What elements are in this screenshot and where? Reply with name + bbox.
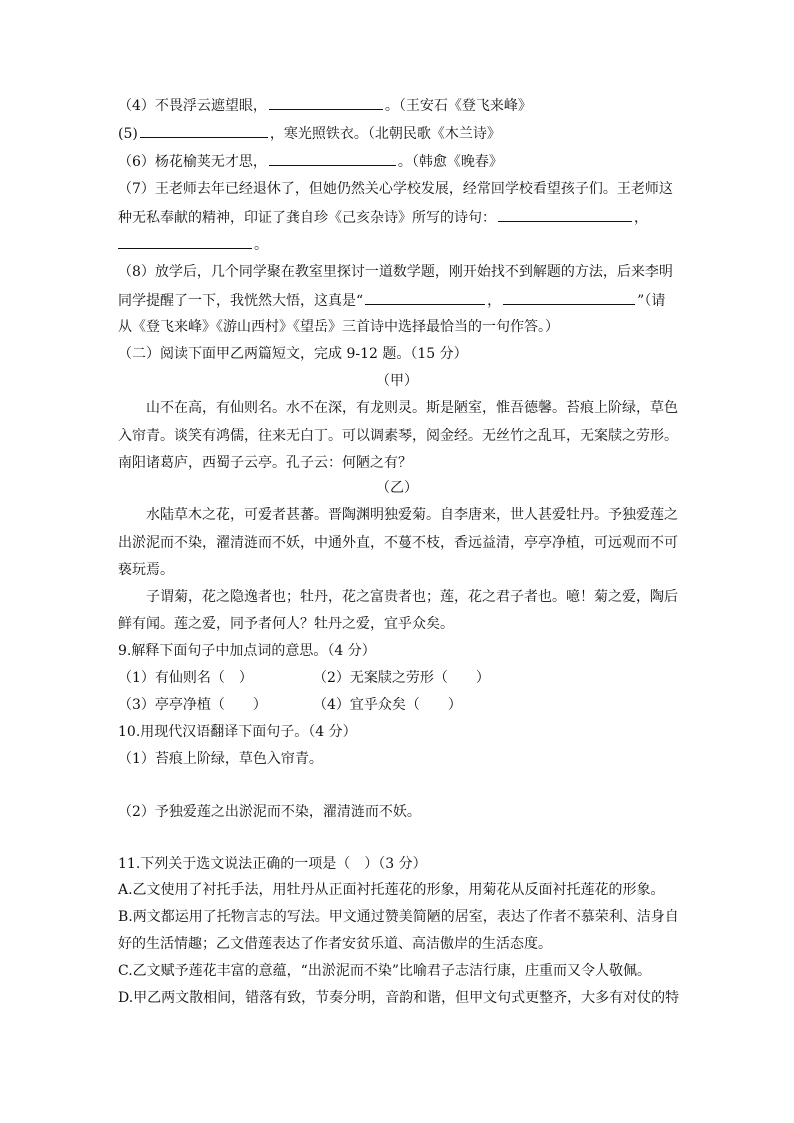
passage-b-line: 鲜有闻。莲之爱，同予者何人？牡丹之爱，宜乎众矣。	[118, 616, 454, 632]
q8-comma: ，	[487, 293, 502, 309]
passage-a-line: 南阳诸葛庐，西蜀子云亭。孔子云：何陋之有？	[118, 455, 412, 471]
q6-prefix: （6）杨花榆荚无才思，	[118, 154, 267, 170]
answer-blank[interactable]	[140, 123, 268, 138]
question-9-stem: 9.解释下面句子中加点词的意思。（4 分）	[118, 643, 376, 659]
q5-suffix: ，寒光照铁衣。（北朝民歌《木兰诗》	[269, 126, 501, 142]
q7-comma: ，	[634, 210, 648, 226]
passage-b-line: 亵玩焉。	[118, 562, 174, 578]
question-11-stem: 11.下列关于选文说法正确的一项是（ ）（3 分）	[118, 856, 427, 872]
question-10-item-1: （1）苔痕上阶绿，草色入帘青。	[118, 751, 323, 767]
question-4	[118, 95, 680, 116]
question-10-item-2: （2）予独爱莲之出淤泥而不染，濯清涟而不妖。	[118, 804, 421, 820]
answer-blank[interactable]	[269, 95, 383, 110]
q9-item-3: （3）亭亭净植（ ）	[118, 697, 267, 713]
passage-a-line: 山不在高，有仙则名。水不在深，有龙则灵。斯是陋室，惟吾德馨。苔痕上阶绿，草色	[146, 400, 678, 416]
question-11-option-d: D.甲乙两文散相间，错落有致，节奏分明，音韵和谐，但甲文句式更整齐，大多有对仗的特	[118, 990, 680, 1006]
question-11-option-b: B.两文都运用了托物言志的写法。甲文通过赞美简陋的居室，表达了作者不慕荣利、洁身自	[118, 909, 679, 925]
question-5	[118, 123, 680, 144]
question-8-line-3: 从《登飞来峰》《游山西村》《望岳》三首诗中选择最恰当的一句作答。）	[118, 319, 559, 335]
answer-blank[interactable]	[498, 207, 632, 222]
question-11-option-a: A.乙文使用了衬托手法，用牡丹从正面衬托莲花的形象，用菊花从反面衬托莲花的形象。	[118, 882, 665, 898]
q9-item-1: （1）有仙则名（ ）	[118, 670, 253, 686]
question-7-line-3	[118, 234, 680, 255]
section-2-heading: （二）阅读下面甲乙两篇短文，完成 9-12 题。（15 分）	[118, 346, 468, 362]
q8-prefix: 同学提醒了一下，我恍然大悟，这真是“	[118, 293, 364, 309]
q4-suffix: 。（王安石《登飞来峰》	[384, 98, 532, 114]
question-11-option-b-cont: 好的生活情趣；乙文借莲表达了作者安贫乐道、高洁傲岸的生活态度。	[118, 936, 552, 952]
q9-item-4: （4）宜乎众矣（ ）	[313, 697, 462, 713]
question-7-line-1: （7）王老师去年已经退休了，但她仍然关心学校发展，经常回学校看望孩子们。王老师这	[118, 181, 673, 197]
question-8-line-1: （8）放学后，几个同学聚在教室里探讨一道数学题，刚开始找不到解题的方法，后来李明	[118, 264, 673, 280]
answer-blank[interactable]	[503, 290, 635, 305]
passage-b-line: 子谓菊，花之隐逸者也；牡丹，花之富贵者也；莲，花之君子者也。噫！菊之爱，陶后	[146, 589, 678, 605]
answer-blank[interactable]	[365, 290, 485, 305]
question-9-row-2	[118, 695, 680, 715]
passage-b-title: （乙）	[376, 480, 418, 496]
question-7-line-2	[118, 207, 680, 228]
q9-item-2: （2）无案牍之劳形（ ）	[313, 670, 490, 686]
q6-suffix: 。（韩愈《晚春》	[397, 154, 503, 170]
question-6	[118, 151, 680, 172]
passage-a-title: （甲）	[376, 373, 418, 389]
q7-period: 。	[254, 237, 268, 253]
passage-a-line: 入帘青。谈笑有鸿儒，往来无白丁。可以调素琴，阅金经。无丝竹之乱耳，无案牍之劳形。	[118, 428, 678, 444]
answer-blank[interactable]	[118, 234, 252, 249]
q8-suffix: ”（请	[637, 293, 666, 309]
question-9-row-1	[118, 668, 680, 688]
passage-b-line: 出淤泥而不染，濯清涟而不妖，中通外直，不蔓不枝，香远益清，亭亭净植，可远观而不可	[118, 535, 678, 551]
q5-prefix: (5)	[118, 126, 138, 142]
question-11-option-c: C.乙文赋予莲花丰富的意蕴，“出淤泥而不染”比喻君子志洁行康，庄重而又令人敬佩。	[118, 963, 651, 979]
question-8-line-2	[118, 290, 680, 311]
q4-prefix: （4）不畏浮云遮望眼，	[118, 98, 267, 114]
question-10-stem: 10.用现代汉语翻译下面句子。（4 分）	[118, 724, 357, 740]
answer-blank[interactable]	[269, 151, 396, 166]
q7-prefix: 种无私奉献的精神，印证了龚自珍《己亥杂诗》所写的诗句：	[118, 210, 496, 226]
passage-b-line: 水陆草木之花，可爱者甚蕃。晋陶渊明独爱菊。自李唐来，世人甚爱牡丹。予独爱莲之	[146, 507, 678, 523]
